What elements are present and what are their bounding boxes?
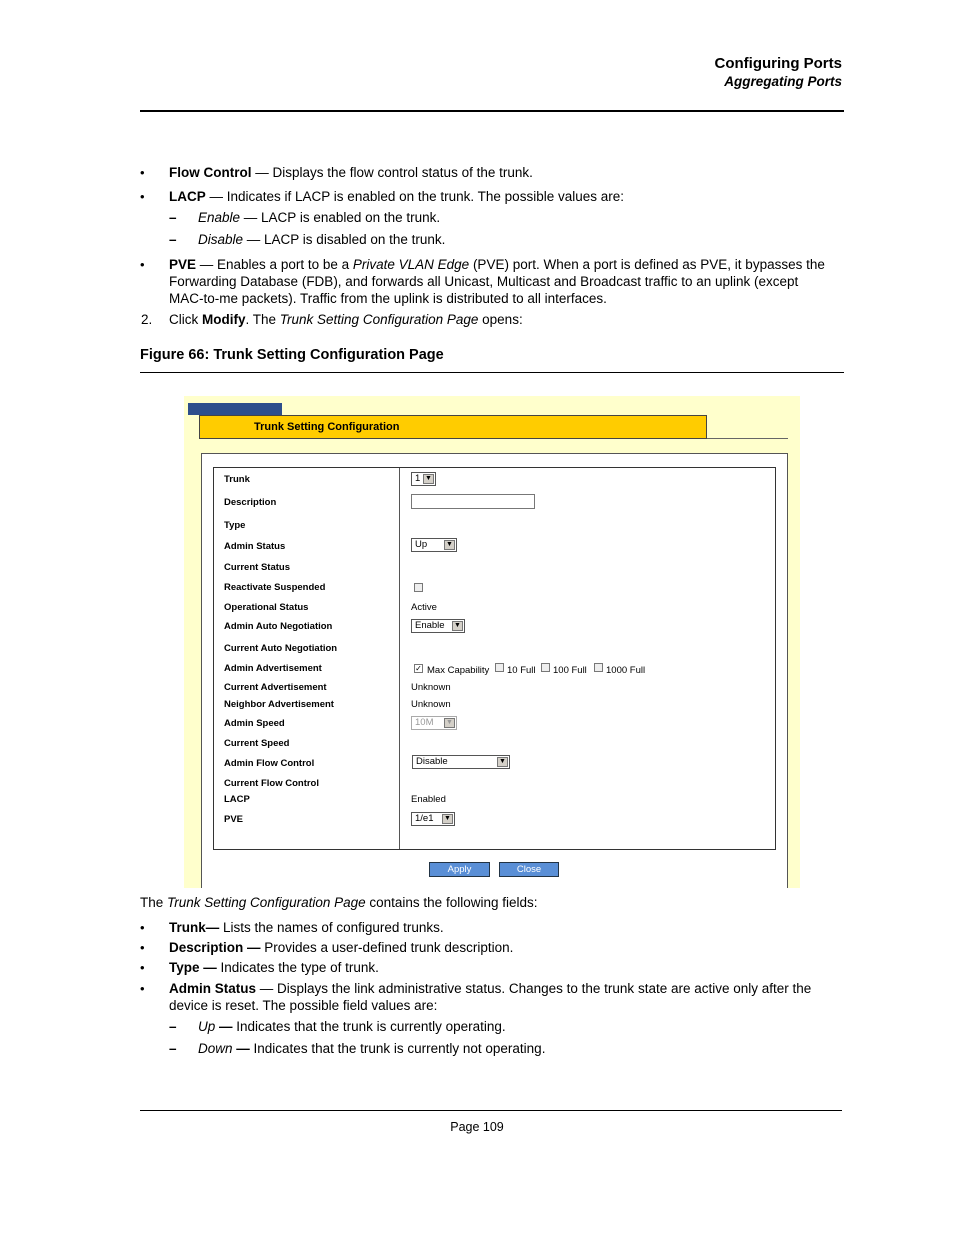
description-input[interactable] bbox=[411, 494, 535, 509]
chevron-down-icon: ▼ bbox=[452, 621, 463, 631]
pve-select[interactable]: 1/e1 ▼ bbox=[411, 812, 455, 826]
step-2-text: Click Modify. The Trunk Setting Configuration Page opens: bbox=[169, 312, 523, 327]
bullet-icon: • bbox=[140, 920, 145, 935]
lacp-value-enable: Enable — LACP is enabled on the trunk. bbox=[198, 210, 441, 225]
chevron-down-icon: ▼ bbox=[444, 540, 455, 550]
chevron-down-icon: ▼ bbox=[442, 814, 453, 824]
fields-intro: The Trunk Setting Configuration Page contains the following fields: bbox=[140, 895, 538, 910]
close-button[interactable]: Close bbox=[499, 862, 559, 877]
bullet-icon: • bbox=[140, 165, 145, 180]
adv-max-capability-label: Max Capability bbox=[427, 665, 490, 676]
trunk-select[interactable]: 1 ▼ bbox=[411, 472, 436, 486]
bullet-icon: • bbox=[140, 960, 145, 975]
label-current-speed: Current Speed bbox=[224, 738, 290, 749]
dash-icon: – bbox=[169, 1019, 177, 1034]
label-neighbor-advertisement: Neighbor Advertisement bbox=[224, 699, 334, 710]
label-admin-speed: Admin Speed bbox=[224, 718, 285, 729]
panel-tab bbox=[188, 403, 282, 415]
heading-underline bbox=[707, 438, 788, 439]
bullet-icon: • bbox=[140, 257, 145, 272]
label-current-advertisement: Current Advertisement bbox=[224, 682, 327, 693]
adv-100-full-checkbox[interactable] bbox=[541, 663, 550, 672]
step-number: 2. bbox=[141, 312, 153, 327]
label-admin-advertisement: Admin Advertisement bbox=[224, 663, 322, 674]
admin-value-down: Down — Indicates that the trunk is currently not operating. bbox=[198, 1041, 546, 1056]
figure-rule bbox=[140, 372, 844, 373]
bullet-icon: • bbox=[140, 189, 145, 204]
adv-1000-full-label: 1000 Full bbox=[606, 665, 646, 676]
bullet-lacp: LACP — Indicates if LACP is enabled on the trunk. The possible values are: bbox=[169, 189, 624, 204]
form-table bbox=[213, 467, 776, 850]
admin-status-select[interactable]: Up ▼ bbox=[411, 538, 457, 552]
panel-heading: Trunk Setting Configuration bbox=[254, 421, 400, 433]
chevron-down-icon: ▼ bbox=[497, 757, 508, 767]
adv-10-full-label: 10 Full bbox=[507, 665, 536, 676]
current-advertisement-value: Unknown bbox=[411, 682, 451, 693]
label-trunk: Trunk bbox=[224, 474, 250, 485]
adv-max-capability-checkbox[interactable]: ✓ bbox=[415, 664, 422, 673]
adv-100-full-label: 100 Full bbox=[553, 665, 587, 676]
label-admin-flow-control: Admin Flow Control bbox=[224, 758, 315, 769]
field-trunk: Trunk— Lists the names of configured trunks. bbox=[169, 920, 444, 935]
label-type: Type bbox=[224, 520, 246, 531]
page-number: Page 109 bbox=[450, 1120, 504, 1134]
bullet-icon: • bbox=[140, 981, 145, 996]
adv-1000-full-checkbox[interactable] bbox=[594, 663, 603, 672]
label-current-status: Current Status bbox=[224, 562, 290, 573]
label-lacp: LACP bbox=[224, 794, 250, 805]
panel-heading-bar bbox=[199, 415, 707, 439]
admin-auto-negotiation-select[interactable]: Enable ▼ bbox=[411, 619, 465, 633]
neighbor-advertisement-value: Unknown bbox=[411, 699, 451, 710]
field-admin-status: Admin Status — Displays the link administrative status. Changes to the trunk state are active only after the device is reset. The possible field values are: bbox=[169, 981, 812, 1013]
chevron-down-icon: ▼ bbox=[423, 474, 434, 484]
header-rule bbox=[140, 110, 844, 112]
header-title: Configuring Ports bbox=[714, 55, 842, 72]
admin-value-up: Up — Indicates that the trunk is currently operating. bbox=[198, 1019, 506, 1034]
field-type: Type — Indicates the type of trunk. bbox=[169, 960, 379, 975]
operational-status-value: Active bbox=[411, 602, 437, 613]
label-description: Description bbox=[224, 497, 277, 508]
label-admin-status: Admin Status bbox=[224, 541, 286, 552]
admin-speed-select[interactable]: 10M ▼ bbox=[411, 716, 457, 730]
adv-10-full-checkbox[interactable] bbox=[495, 663, 504, 672]
label-reactivate-suspended: Reactivate Suspended bbox=[224, 582, 326, 593]
apply-button[interactable]: Apply bbox=[429, 862, 490, 877]
label-operational-status: Operational Status bbox=[224, 602, 309, 613]
label-current-auto-negotiation: Current Auto Negotiation bbox=[224, 643, 338, 654]
figure-title: Figure 66: Trunk Setting Configuration Page bbox=[140, 347, 444, 363]
chevron-down-icon: ▼ bbox=[444, 718, 455, 728]
label-pve: PVE bbox=[224, 814, 244, 825]
label-current-flow-control: Current Flow Control bbox=[224, 778, 319, 789]
lacp-value-disable: Disable — LACP is disabled on the trunk. bbox=[198, 232, 446, 247]
admin-flow-control-select[interactable]: Disable ▼ bbox=[412, 755, 510, 769]
lacp-value: Enabled bbox=[411, 794, 446, 805]
dash-icon: – bbox=[169, 1041, 177, 1056]
reactivate-suspended-checkbox[interactable] bbox=[414, 583, 423, 592]
label-admin-auto-negotiation: Admin Auto Negotiation bbox=[224, 621, 333, 632]
header-subtitle: Aggregating Ports bbox=[724, 74, 842, 89]
field-description: Description — Provides a user-defined trunk description. bbox=[169, 940, 514, 955]
bullet-flow-control: Flow Control — Displays the flow control status of the trunk. bbox=[169, 165, 533, 180]
dash-icon: – bbox=[169, 232, 177, 247]
trunk-config-screenshot bbox=[184, 396, 800, 888]
footer-rule bbox=[140, 1110, 842, 1111]
dash-icon: – bbox=[169, 210, 177, 225]
bullet-icon: • bbox=[140, 940, 145, 955]
bullet-pve: PVE — Enables a port to be a Private VLAN Edge (PVE) port. When a port is defined as PVE, it bypasses the Forwarding Database (FDB), and forwards all Unicast, Multicast and Broadcast traffic to an uplink (except MAC-to-me packets). Traffic from the uplink is distributed to all interfaces. bbox=[169, 257, 825, 306]
column-divider bbox=[399, 468, 400, 849]
